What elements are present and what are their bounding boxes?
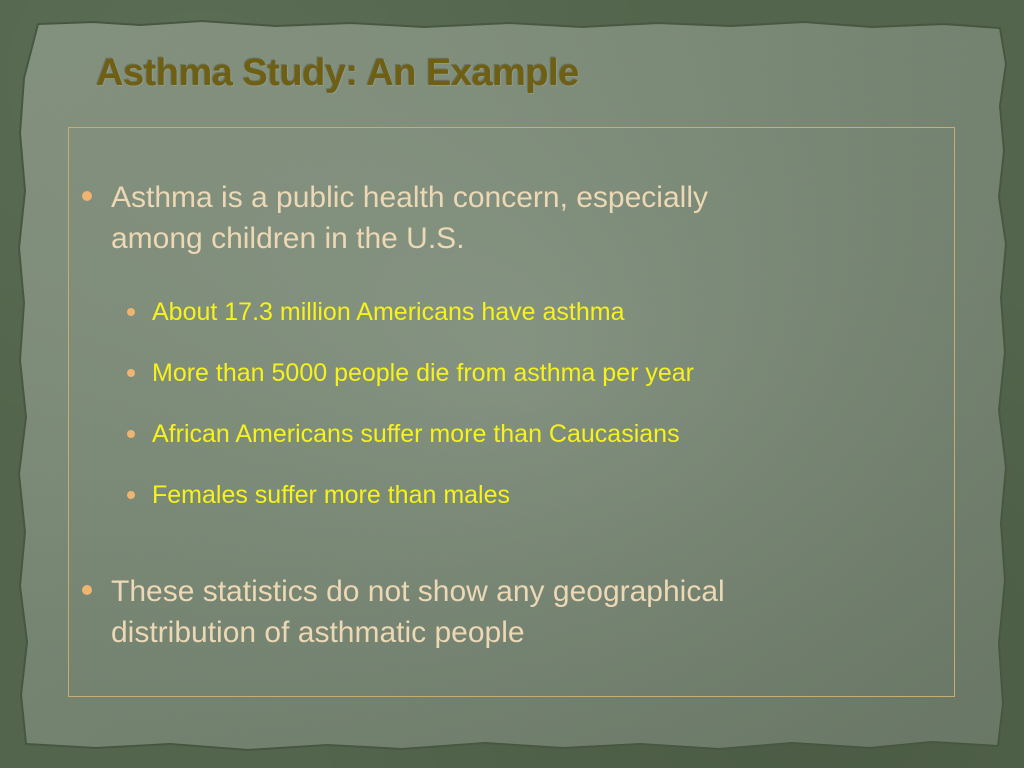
subbullet-text: African Americans suffer more than Caucasians [152, 420, 680, 448]
subbullet-african-americans [152, 419, 680, 450]
bullet-text-line-2: among children in the U.S. [111, 222, 465, 255]
bullet-asthma-public-health [111, 177, 708, 259]
subbullet-marker [127, 369, 135, 377]
subbullet-marker [127, 491, 135, 499]
bullet-geographical-distribution [111, 571, 725, 653]
bullet-text-line-2: distribution of asthmatic people [111, 616, 525, 649]
subbullet-females [152, 480, 510, 511]
subbullet-deaths-per-year [152, 358, 694, 389]
bullet-text-line-1: These statistics do not show any geographical [111, 575, 725, 608]
bullet-text-line-1: Asthma is a public health concern, especially [111, 181, 708, 214]
bullet-marker [82, 585, 92, 595]
slide-title: Asthma Study: An Example [96, 52, 579, 94]
bullet-marker [82, 191, 92, 201]
subbullet-marker [127, 430, 135, 438]
subbullet-marker [127, 308, 135, 316]
subbullet-text: About 17.3 million Americans have asthma [152, 298, 625, 326]
subbullet-americans-with-asthma [152, 297, 624, 328]
subbullet-text: More than 5000 people die from asthma per year [152, 359, 694, 387]
subbullet-text: Females suffer more than males [152, 481, 511, 509]
